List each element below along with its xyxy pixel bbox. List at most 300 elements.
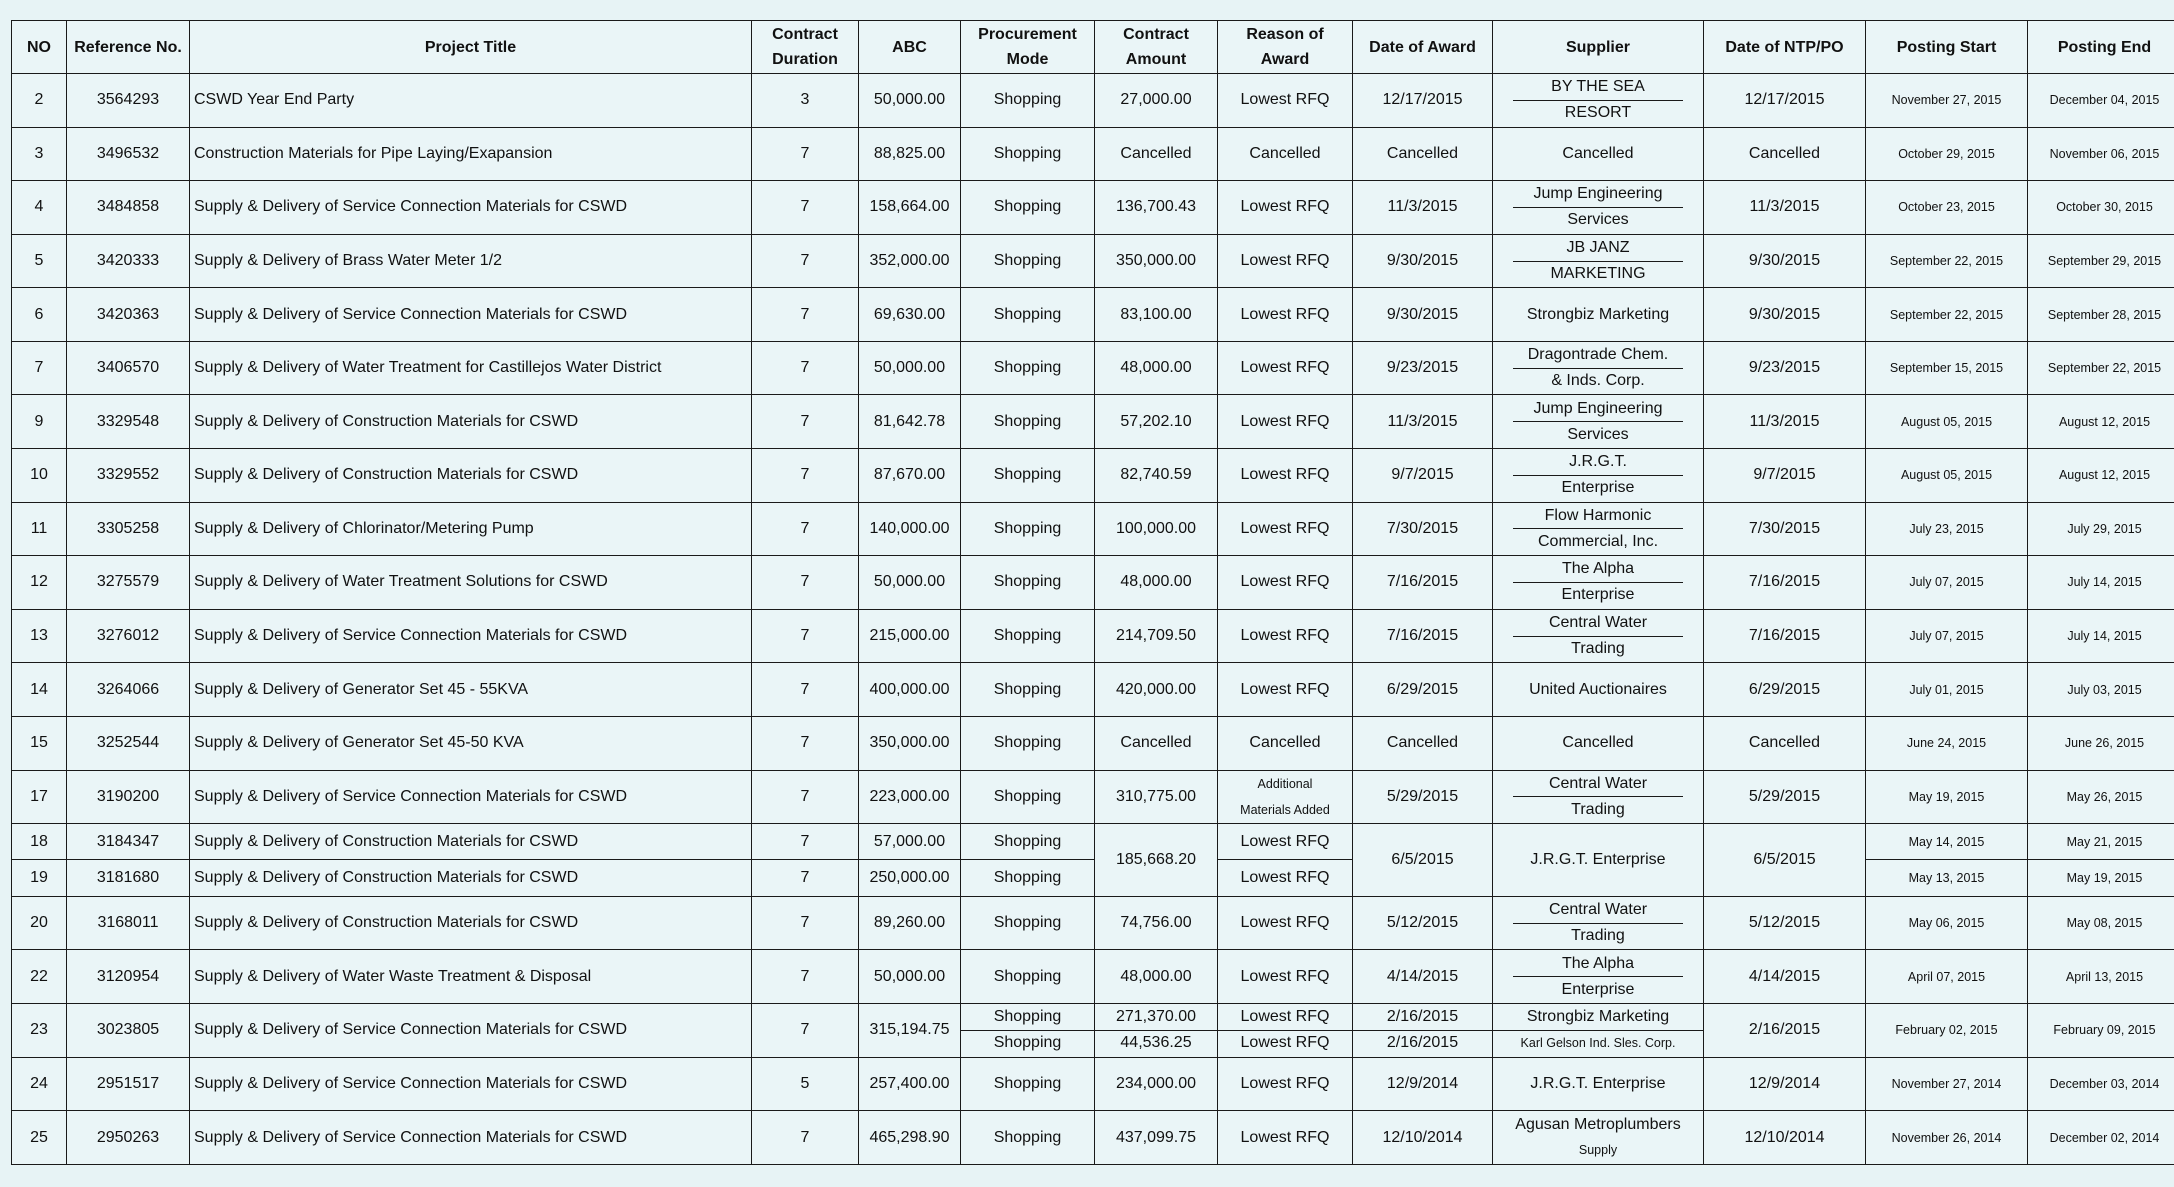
cell-mode: Shopping [961, 395, 1095, 449]
cell-posting-end: August 12, 2015 [2028, 395, 2174, 449]
supplier-line-2: Trading [1571, 800, 1625, 818]
supplier-line-2: Commercial, Inc. [1537, 532, 1659, 550]
cell-posting-end: July 14, 2015 [2028, 609, 2174, 663]
cell-mode: Shopping [961, 609, 1095, 663]
cell-mode: Shopping [961, 1111, 1095, 1165]
cell-title: Supply & Delivery of Construction Materials for CSWD [190, 896, 752, 950]
cell-abc: 250,000.00 [859, 860, 961, 896]
cell-posting-end: July 14, 2015 [2028, 556, 2174, 610]
cell-no: 17 [12, 770, 67, 824]
cell-amount: 420,000.00 [1095, 663, 1218, 717]
cell-title: Supply & Delivery of Service Connection Materials for CSWD [190, 181, 752, 235]
cell-no: 2 [12, 74, 67, 128]
cell-supplier [1493, 181, 1704, 235]
cell-date-award: 12/10/2014 [1353, 1111, 1493, 1165]
mode-line-2: Shopping [993, 1034, 1062, 1052]
supplier-line-2: Enterprise [1561, 980, 1635, 998]
cell-duration: 7 [752, 234, 859, 288]
col-header-date-award: Date of Award [1353, 21, 1493, 74]
cell-duration: 7 [752, 449, 859, 503]
cell-posting-start: September 15, 2015 [1866, 341, 2028, 395]
cell-reason: Lowest RFQ [1218, 896, 1353, 950]
cell-posting-end: November 06, 2015 [2028, 127, 2174, 181]
cell-reference: 3181680 [67, 860, 190, 896]
cell-date-award: 11/3/2015 [1353, 395, 1493, 449]
cell-date-award: 9/23/2015 [1353, 341, 1493, 395]
cell-amount: Cancelled [1095, 716, 1218, 770]
cell-supplier [1493, 1004, 1704, 1058]
cell-reason: Lowest RFQ [1218, 663, 1353, 717]
cell-no: 5 [12, 234, 67, 288]
cell-amount: 437,099.75 [1095, 1111, 1218, 1165]
cell-ntp: 7/16/2015 [1704, 556, 1866, 610]
cell-reference: 3406570 [67, 341, 190, 395]
cell-supplier [1493, 609, 1704, 663]
cell-title: Supply & Delivery of Brass Water Meter 1/2 [190, 234, 752, 288]
table-row [12, 824, 2174, 860]
cell-posting-end: May 19, 2015 [2028, 860, 2174, 896]
cell-no: 9 [12, 395, 67, 449]
cell-posting-start: July 23, 2015 [1866, 502, 2028, 556]
cell-reference: 3276012 [67, 609, 190, 663]
cell-duration: 7 [752, 770, 859, 824]
cell-posting-end: December 04, 2015 [2028, 74, 2174, 128]
procurement-table [11, 20, 2174, 1165]
cell-duration: 5 [752, 1057, 859, 1111]
cell-reference: 3168011 [67, 896, 190, 950]
table-row [12, 950, 2174, 1004]
cell-amount: 74,756.00 [1095, 896, 1218, 950]
supplier-line-2: Trading [1571, 927, 1625, 945]
cell-abc: 50,000.00 [859, 556, 961, 610]
cell-reason: Lowest RFQ [1218, 1057, 1353, 1111]
cell-abc: 465,298.90 [859, 1111, 961, 1165]
cell-ntp: 2/16/2015 [1704, 1004, 1866, 1058]
cell-no: 25 [12, 1111, 67, 1165]
cell-no: 15 [12, 716, 67, 770]
table-row [12, 449, 2174, 503]
cell-posting-end: December 03, 2014 [2028, 1057, 2174, 1111]
cell-no: 3 [12, 127, 67, 181]
cell-reference: 3329548 [67, 395, 190, 449]
cell-mode: Shopping [961, 234, 1095, 288]
cell-amount: 48,000.00 [1095, 556, 1218, 610]
cell-posting-start: November 27, 2014 [1866, 1057, 2028, 1111]
cell-no: 20 [12, 896, 67, 950]
cell-abc: 89,260.00 [859, 896, 961, 950]
cell-duration: 7 [752, 950, 859, 1004]
cell-ntp: 9/7/2015 [1704, 449, 1866, 503]
cell-date-award: 5/29/2015 [1353, 770, 1493, 824]
cell-reason: Lowest RFQ [1218, 502, 1353, 556]
cell-title: Supply & Delivery of Generator Set 45 - 55KVA [190, 663, 752, 717]
cell-reference: 3420333 [67, 234, 190, 288]
cell-mode: Shopping [961, 716, 1095, 770]
cell-mode: Shopping [961, 824, 1095, 860]
cell-amount: 82,740.59 [1095, 449, 1218, 503]
supplier-line-2: Supply [1578, 1143, 1618, 1158]
supplier-line-2: Services [1567, 425, 1629, 443]
cell-no: 12 [12, 556, 67, 610]
cell-supplier: Cancelled [1493, 127, 1704, 181]
supplier-line-1: Dragontrade Chem. [1513, 343, 1683, 369]
cell-abc: 257,400.00 [859, 1057, 961, 1111]
table-row [12, 1111, 2174, 1165]
cell-posting-start: November 27, 2015 [1866, 74, 2028, 128]
cell-duration: 7 [752, 860, 859, 896]
cell-amount: 48,000.00 [1095, 341, 1218, 395]
cell-reference: 3252544 [67, 716, 190, 770]
cell-duration: 7 [752, 716, 859, 770]
cell-date-award-merged: 6/5/2015 [1353, 824, 1493, 897]
cell-amount: 57,202.10 [1095, 395, 1218, 449]
cell-supplier [1493, 395, 1704, 449]
cell-reference: 2950263 [67, 1111, 190, 1165]
col-header-procurement-mode: Procurement Mode [961, 21, 1095, 74]
cell-title: Construction Materials for Pipe Laying/Exapansion [190, 127, 752, 181]
table-row [12, 896, 2174, 950]
cell-posting-end: September 29, 2015 [2028, 234, 2174, 288]
cell-abc: 315,194.75 [859, 1004, 961, 1058]
cell-supplier: J.R.G.T. Enterprise [1493, 1057, 1704, 1111]
cell-reason [1218, 770, 1353, 824]
cell-abc: 350,000.00 [859, 716, 961, 770]
supplier-line-1: JB JANZ [1513, 236, 1683, 262]
cell-date-award: 7/16/2015 [1353, 556, 1493, 610]
cell-reference: 3564293 [67, 74, 190, 128]
cell-no: 7 [12, 341, 67, 395]
cell-abc: 50,000.00 [859, 341, 961, 395]
cell-no: 23 [12, 1004, 67, 1058]
cell-posting-start: October 23, 2015 [1866, 181, 2028, 235]
cell-title: Supply & Delivery of Service Connection Materials for CSWD [190, 1004, 752, 1058]
cell-duration: 7 [752, 556, 859, 610]
table-row [12, 663, 2174, 717]
cell-no: 18 [12, 824, 67, 860]
cell-reference: 3264066 [67, 663, 190, 717]
table-row [12, 74, 2174, 128]
cell-duration: 7 [752, 395, 859, 449]
cell-ntp: 5/12/2015 [1704, 896, 1866, 950]
cell-posting-end: December 02, 2014 [2028, 1111, 2174, 1165]
cell-no: 6 [12, 288, 67, 342]
cell-abc: 400,000.00 [859, 663, 961, 717]
cell-ntp: 11/3/2015 [1704, 395, 1866, 449]
cell-duration: 7 [752, 1111, 859, 1165]
cell-posting-start: February 02, 2015 [1866, 1004, 2028, 1058]
table-row [12, 1004, 2174, 1058]
cell-no: 13 [12, 609, 67, 663]
table-row [12, 288, 2174, 342]
col-header-contract-amount: Contract Amount [1095, 21, 1218, 74]
cell-reference: 3329552 [67, 449, 190, 503]
cell-reference: 3275579 [67, 556, 190, 610]
cell-date-award: 11/3/2015 [1353, 181, 1493, 235]
cell-abc: 140,000.00 [859, 502, 961, 556]
supplier-line-2: RESORT [1564, 104, 1632, 122]
cell-duration: 3 [752, 74, 859, 128]
supplier-line-2: Enterprise [1561, 586, 1635, 604]
cell-title: Supply & Delivery of Water Treatment Solutions for CSWD [190, 556, 752, 610]
cell-posting-end: May 26, 2015 [2028, 770, 2174, 824]
cell-amount: 234,000.00 [1095, 1057, 1218, 1111]
cell-reference: 3496532 [67, 127, 190, 181]
date-line-2: 2/16/2015 [1386, 1034, 1459, 1052]
cell-mode: Shopping [961, 127, 1095, 181]
cell-ntp: Cancelled [1704, 127, 1866, 181]
cell-amount: 310,775.00 [1095, 770, 1218, 824]
cell-posting-start: October 29, 2015 [1866, 127, 2028, 181]
procurement-table-sheet [11, 20, 2162, 1165]
cell-amount: Cancelled [1095, 127, 1218, 181]
cell-supplier [1493, 1111, 1704, 1165]
cell-supplier [1493, 502, 1704, 556]
cell-ntp: Cancelled [1704, 716, 1866, 770]
cell-supplier [1493, 770, 1704, 824]
cell-posting-start: May 19, 2015 [1866, 770, 2028, 824]
cell-posting-start: July 07, 2015 [1866, 609, 2028, 663]
cell-date-award: 7/16/2015 [1353, 609, 1493, 663]
cell-reference: 3190200 [67, 770, 190, 824]
cell-reason: Cancelled [1218, 127, 1353, 181]
supplier-line-1: Jump Engineering [1513, 396, 1683, 422]
cell-title: Supply & Delivery of Construction Materials for CSWD [190, 449, 752, 503]
cell-no: 10 [12, 449, 67, 503]
table-row [12, 556, 2174, 610]
supplier-line-2: Karl Gelson Ind. Sles. Corp. [1520, 1036, 1676, 1051]
supplier-line-1: Central Water [1513, 898, 1683, 924]
cell-abc: 158,664.00 [859, 181, 961, 235]
cell-reason: Lowest RFQ [1218, 234, 1353, 288]
cell-amount: 136,700.43 [1095, 181, 1218, 235]
cell-mode: Shopping [961, 74, 1095, 128]
cell-reason: Lowest RFQ [1218, 1111, 1353, 1165]
supplier-line-1: Central Water [1513, 611, 1683, 637]
cell-abc: 88,825.00 [859, 127, 961, 181]
cell-duration: 7 [752, 288, 859, 342]
cell-posting-start: May 06, 2015 [1866, 896, 2028, 950]
cell-abc: 215,000.00 [859, 609, 961, 663]
cell-supplier [1493, 449, 1704, 503]
col-header-reference: Reference No. [67, 21, 190, 74]
cell-no: 11 [12, 502, 67, 556]
cell-posting-start: May 14, 2015 [1866, 824, 2028, 860]
cell-duration: 7 [752, 502, 859, 556]
col-header-supplier: Supplier [1493, 21, 1704, 74]
cell-reference: 3023805 [67, 1004, 190, 1058]
mode-line-1: Shopping [961, 1005, 1094, 1031]
cell-posting-start: April 07, 2015 [1866, 950, 2028, 1004]
cell-posting-start: July 07, 2015 [1866, 556, 2028, 610]
supplier-line-1: J.R.G.T. [1513, 450, 1683, 476]
cell-duration: 7 [752, 824, 859, 860]
cell-amount: 27,000.00 [1095, 74, 1218, 128]
supplier-line-1: Strongbiz Marketing [1493, 1005, 1703, 1031]
cell-abc: 352,000.00 [859, 234, 961, 288]
cell-posting-end: August 12, 2015 [2028, 449, 2174, 503]
cell-amount: 350,000.00 [1095, 234, 1218, 288]
cell-duration: 7 [752, 181, 859, 235]
cell-title: Supply & Delivery of Construction Materials for CSWD [190, 395, 752, 449]
cell-mode: Shopping [961, 770, 1095, 824]
cell-title: Supply & Delivery of Construction Materials for CSWD [190, 860, 752, 896]
reason-line-1: Additional [1257, 777, 1313, 792]
amount-line-2: 44,536.25 [1120, 1034, 1192, 1052]
cell-ntp: 9/30/2015 [1704, 288, 1866, 342]
table-row [12, 770, 2174, 824]
cell-ntp: 5/29/2015 [1704, 770, 1866, 824]
col-header-reason: Reason of Award [1218, 21, 1353, 74]
cell-reference: 3184347 [67, 824, 190, 860]
cell-duration: 7 [752, 127, 859, 181]
table-row [12, 181, 2174, 235]
cell-mode: Shopping [961, 181, 1095, 235]
cell-date-award: 7/30/2015 [1353, 502, 1493, 556]
cell-posting-end: May 21, 2015 [2028, 824, 2174, 860]
cell-duration: 7 [752, 1004, 859, 1058]
cell-posting-start: May 13, 2015 [1866, 860, 2028, 896]
cell-posting-start: November 26, 2014 [1866, 1111, 2028, 1165]
cell-posting-start: September 22, 2015 [1866, 288, 2028, 342]
cell-supplier: Strongbiz Marketing [1493, 288, 1704, 342]
cell-date-award: 5/12/2015 [1353, 896, 1493, 950]
cell-amount: 100,000.00 [1095, 502, 1218, 556]
cell-ntp: 12/9/2014 [1704, 1057, 1866, 1111]
date-line-1: 2/16/2015 [1353, 1005, 1492, 1031]
cell-duration: 7 [752, 609, 859, 663]
cell-mode: Shopping [961, 860, 1095, 896]
cell-abc: 87,670.00 [859, 449, 961, 503]
cell-abc: 81,642.78 [859, 395, 961, 449]
cell-reason: Lowest RFQ [1218, 341, 1353, 395]
cell-ntp-merged: 6/5/2015 [1704, 824, 1866, 897]
cell-title: Supply & Delivery of Construction Materials for CSWD [190, 824, 752, 860]
cell-reason: Lowest RFQ [1218, 950, 1353, 1004]
amount-line-1: 271,370.00 [1095, 1005, 1217, 1031]
cell-supplier [1493, 234, 1704, 288]
cell-date-award: Cancelled [1353, 127, 1493, 181]
cell-reason: Lowest RFQ [1218, 288, 1353, 342]
cell-abc: 57,000.00 [859, 824, 961, 860]
cell-date-award: 4/14/2015 [1353, 950, 1493, 1004]
cell-date-award: 9/30/2015 [1353, 234, 1493, 288]
cell-reason: Lowest RFQ [1218, 181, 1353, 235]
cell-amount-merged: 185,668.20 [1095, 824, 1218, 897]
cell-supplier [1493, 950, 1704, 1004]
cell-ntp: 4/14/2015 [1704, 950, 1866, 1004]
cell-posting-start: August 05, 2015 [1866, 395, 2028, 449]
cell-no: 19 [12, 860, 67, 896]
cell-duration: 7 [752, 896, 859, 950]
cell-ntp: 7/16/2015 [1704, 609, 1866, 663]
cell-mode: Shopping [961, 896, 1095, 950]
cell-ntp: 12/10/2014 [1704, 1111, 1866, 1165]
cell-abc: 69,630.00 [859, 288, 961, 342]
cell-posting-start: August 05, 2015 [1866, 449, 2028, 503]
table-row [12, 1057, 2174, 1111]
reason-line-1: Lowest RFQ [1218, 1005, 1352, 1031]
cell-ntp: 12/17/2015 [1704, 74, 1866, 128]
cell-posting-end: September 22, 2015 [2028, 341, 2174, 395]
cell-no: 14 [12, 663, 67, 717]
cell-amount [1095, 1004, 1218, 1058]
cell-reason: Lowest RFQ [1218, 824, 1353, 860]
cell-reference: 3484858 [67, 181, 190, 235]
cell-abc: 50,000.00 [859, 74, 961, 128]
table-row [12, 341, 2174, 395]
cell-ntp: 9/30/2015 [1704, 234, 1866, 288]
cell-abc: 50,000.00 [859, 950, 961, 1004]
cell-mode: Shopping [961, 950, 1095, 1004]
supplier-line-1: Jump Engineering [1513, 182, 1683, 208]
cell-supplier: United Auctionaires [1493, 663, 1704, 717]
cell-date-award: 6/29/2015 [1353, 663, 1493, 717]
cell-title: Supply & Delivery of Service Connection Materials for CSWD [190, 609, 752, 663]
cell-ntp: 9/23/2015 [1704, 341, 1866, 395]
cell-supplier-merged: J.R.G.T. Enterprise [1493, 824, 1704, 897]
cell-no: 22 [12, 950, 67, 1004]
cell-title: Supply & Delivery of Service Connection Materials for CSWD [190, 1057, 752, 1111]
cell-amount: 48,000.00 [1095, 950, 1218, 1004]
cell-ntp: 11/3/2015 [1704, 181, 1866, 235]
table-row [12, 609, 2174, 663]
cell-reason: Cancelled [1218, 716, 1353, 770]
supplier-line-2: Services [1567, 211, 1629, 229]
cell-title: Supply & Delivery of Water Waste Treatment & Disposal [190, 950, 752, 1004]
cell-posting-end: September 28, 2015 [2028, 288, 2174, 342]
cell-posting-end: July 03, 2015 [2028, 663, 2174, 717]
supplier-line-1: Central Water [1513, 771, 1683, 797]
col-header-no: NO [12, 21, 67, 74]
supplier-line-1: The Alpha [1513, 557, 1683, 583]
reason-line-2: Materials Added [1240, 802, 1330, 817]
cell-reason [1218, 1004, 1353, 1058]
cell-title: Supply & Delivery of Chlorinator/Metering Pump [190, 502, 752, 556]
cell-title: Supply & Delivery of Service Connection Materials for CSWD [190, 288, 752, 342]
cell-supplier [1493, 74, 1704, 128]
cell-mode: Shopping [961, 502, 1095, 556]
supplier-line-2: & Inds. Corp. [1551, 372, 1645, 390]
cell-date-award: Cancelled [1353, 716, 1493, 770]
supplier-line-1: BY THE SEA [1513, 75, 1683, 101]
cell-date-award: 12/9/2014 [1353, 1057, 1493, 1111]
cell-title: Supply & Delivery of Service Connection Materials for CSWD [190, 1111, 752, 1165]
cell-title: Supply & Delivery of Water Treatment for Castillejos Water District [190, 341, 752, 395]
cell-supplier [1493, 896, 1704, 950]
supplier-line-1: Agusan Metroplumbers [1515, 1115, 1681, 1133]
cell-posting-start: June 24, 2015 [1866, 716, 2028, 770]
cell-reason: Lowest RFQ [1218, 395, 1353, 449]
cell-mode: Shopping [961, 288, 1095, 342]
cell-supplier [1493, 341, 1704, 395]
cell-mode: Shopping [961, 556, 1095, 610]
table-row [12, 716, 2174, 770]
reason-line-2: Lowest RFQ [1240, 1034, 1330, 1052]
table-row [12, 395, 2174, 449]
cell-posting-end: October 30, 2015 [2028, 181, 2174, 235]
supplier-line-2: Enterprise [1561, 479, 1635, 497]
header-row [12, 21, 2174, 74]
cell-amount: 83,100.00 [1095, 288, 1218, 342]
table-row [12, 502, 2174, 556]
cell-supplier: Cancelled [1493, 716, 1704, 770]
cell-title: Supply & Delivery of Generator Set 45-50 KVA [190, 716, 752, 770]
cell-reference: 3120954 [67, 950, 190, 1004]
col-header-ntp: Date of NTP/PO [1704, 21, 1866, 74]
col-header-posting-start: Posting Start [1866, 21, 2028, 74]
cell-mode: Shopping [961, 341, 1095, 395]
col-header-project-title: Project Title [190, 21, 752, 74]
